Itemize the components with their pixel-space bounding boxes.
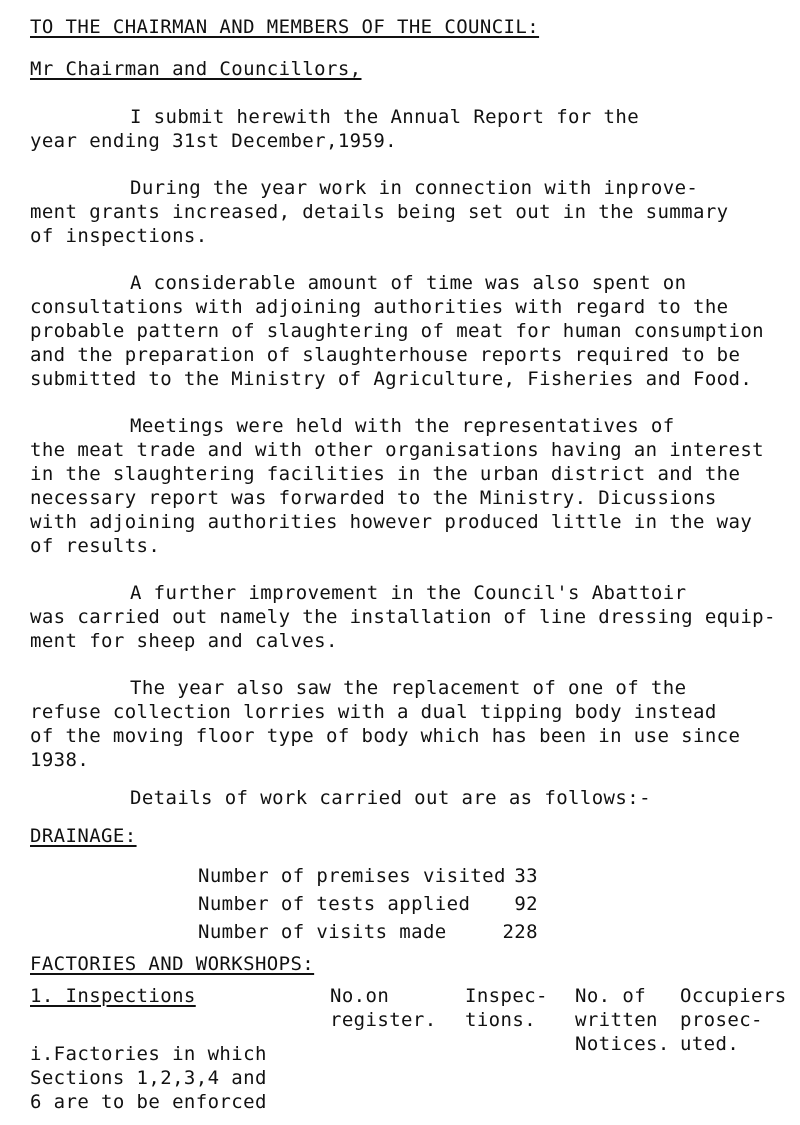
inspections-subheading: 1. Inspections <box>30 985 196 1007</box>
document-page: TO THE CHAIRMAN AND MEMBERS OF THE COUNCIL: Mr Chairman and Councillors, I submit herewith the Annual Report for the year ending 31st December,1959. During the year work in connection with inprove- ment grants increased, details being set out in the summary of inspections. A considerable amount of time was also spent on consultations with adjoining authorities with regard to the probable pattern of slaughtering of meat for human consumption and the preparation of slaughterhouse reports required to be submitted to the Ministry of Agriculture, Fisheries and Food. Meetings were held with the representatives of the meat trade and with other organisations having an interest in the slaughtering facilities in the urban district and the necessary report was forwarded to the Ministry. Dicussions with adjoining authorities however produced little in the way of results. A further improvement in the Council's Abattoir was carried out namely the installation of line dressing equip- ment for sheep and calves. The year also saw the replacement of one of the refuse collection lorries with a dual tipping body instead of the moving floor type of body which has been in use since 1938. Details of work carried out are as follows:- DRAINAGE: Number of premises visited 33 Number of tests applied 92 Number of visits made 228 FACTORIES AND WORKSHOPS: 1. Inspections No.on register. Inspec- tions. No. of written Notices. Occupiers prosec- uted. i.Factories in which Sections 1,2,3,4 and 6 are to be enforced <box>30 16 787 1113</box>
report-heading: TO THE CHAIRMAN AND MEMBERS OF THE COUNCIL: <box>30 16 540 38</box>
factories-heading: FACTORIES AND WORKSHOPS: <box>30 953 315 975</box>
drainage-heading: DRAINAGE: <box>30 825 137 847</box>
details-intro: Details of work carried out are as follows:- <box>130 787 651 809</box>
salutation: Mr Chairman and Councillors, <box>30 58 362 80</box>
